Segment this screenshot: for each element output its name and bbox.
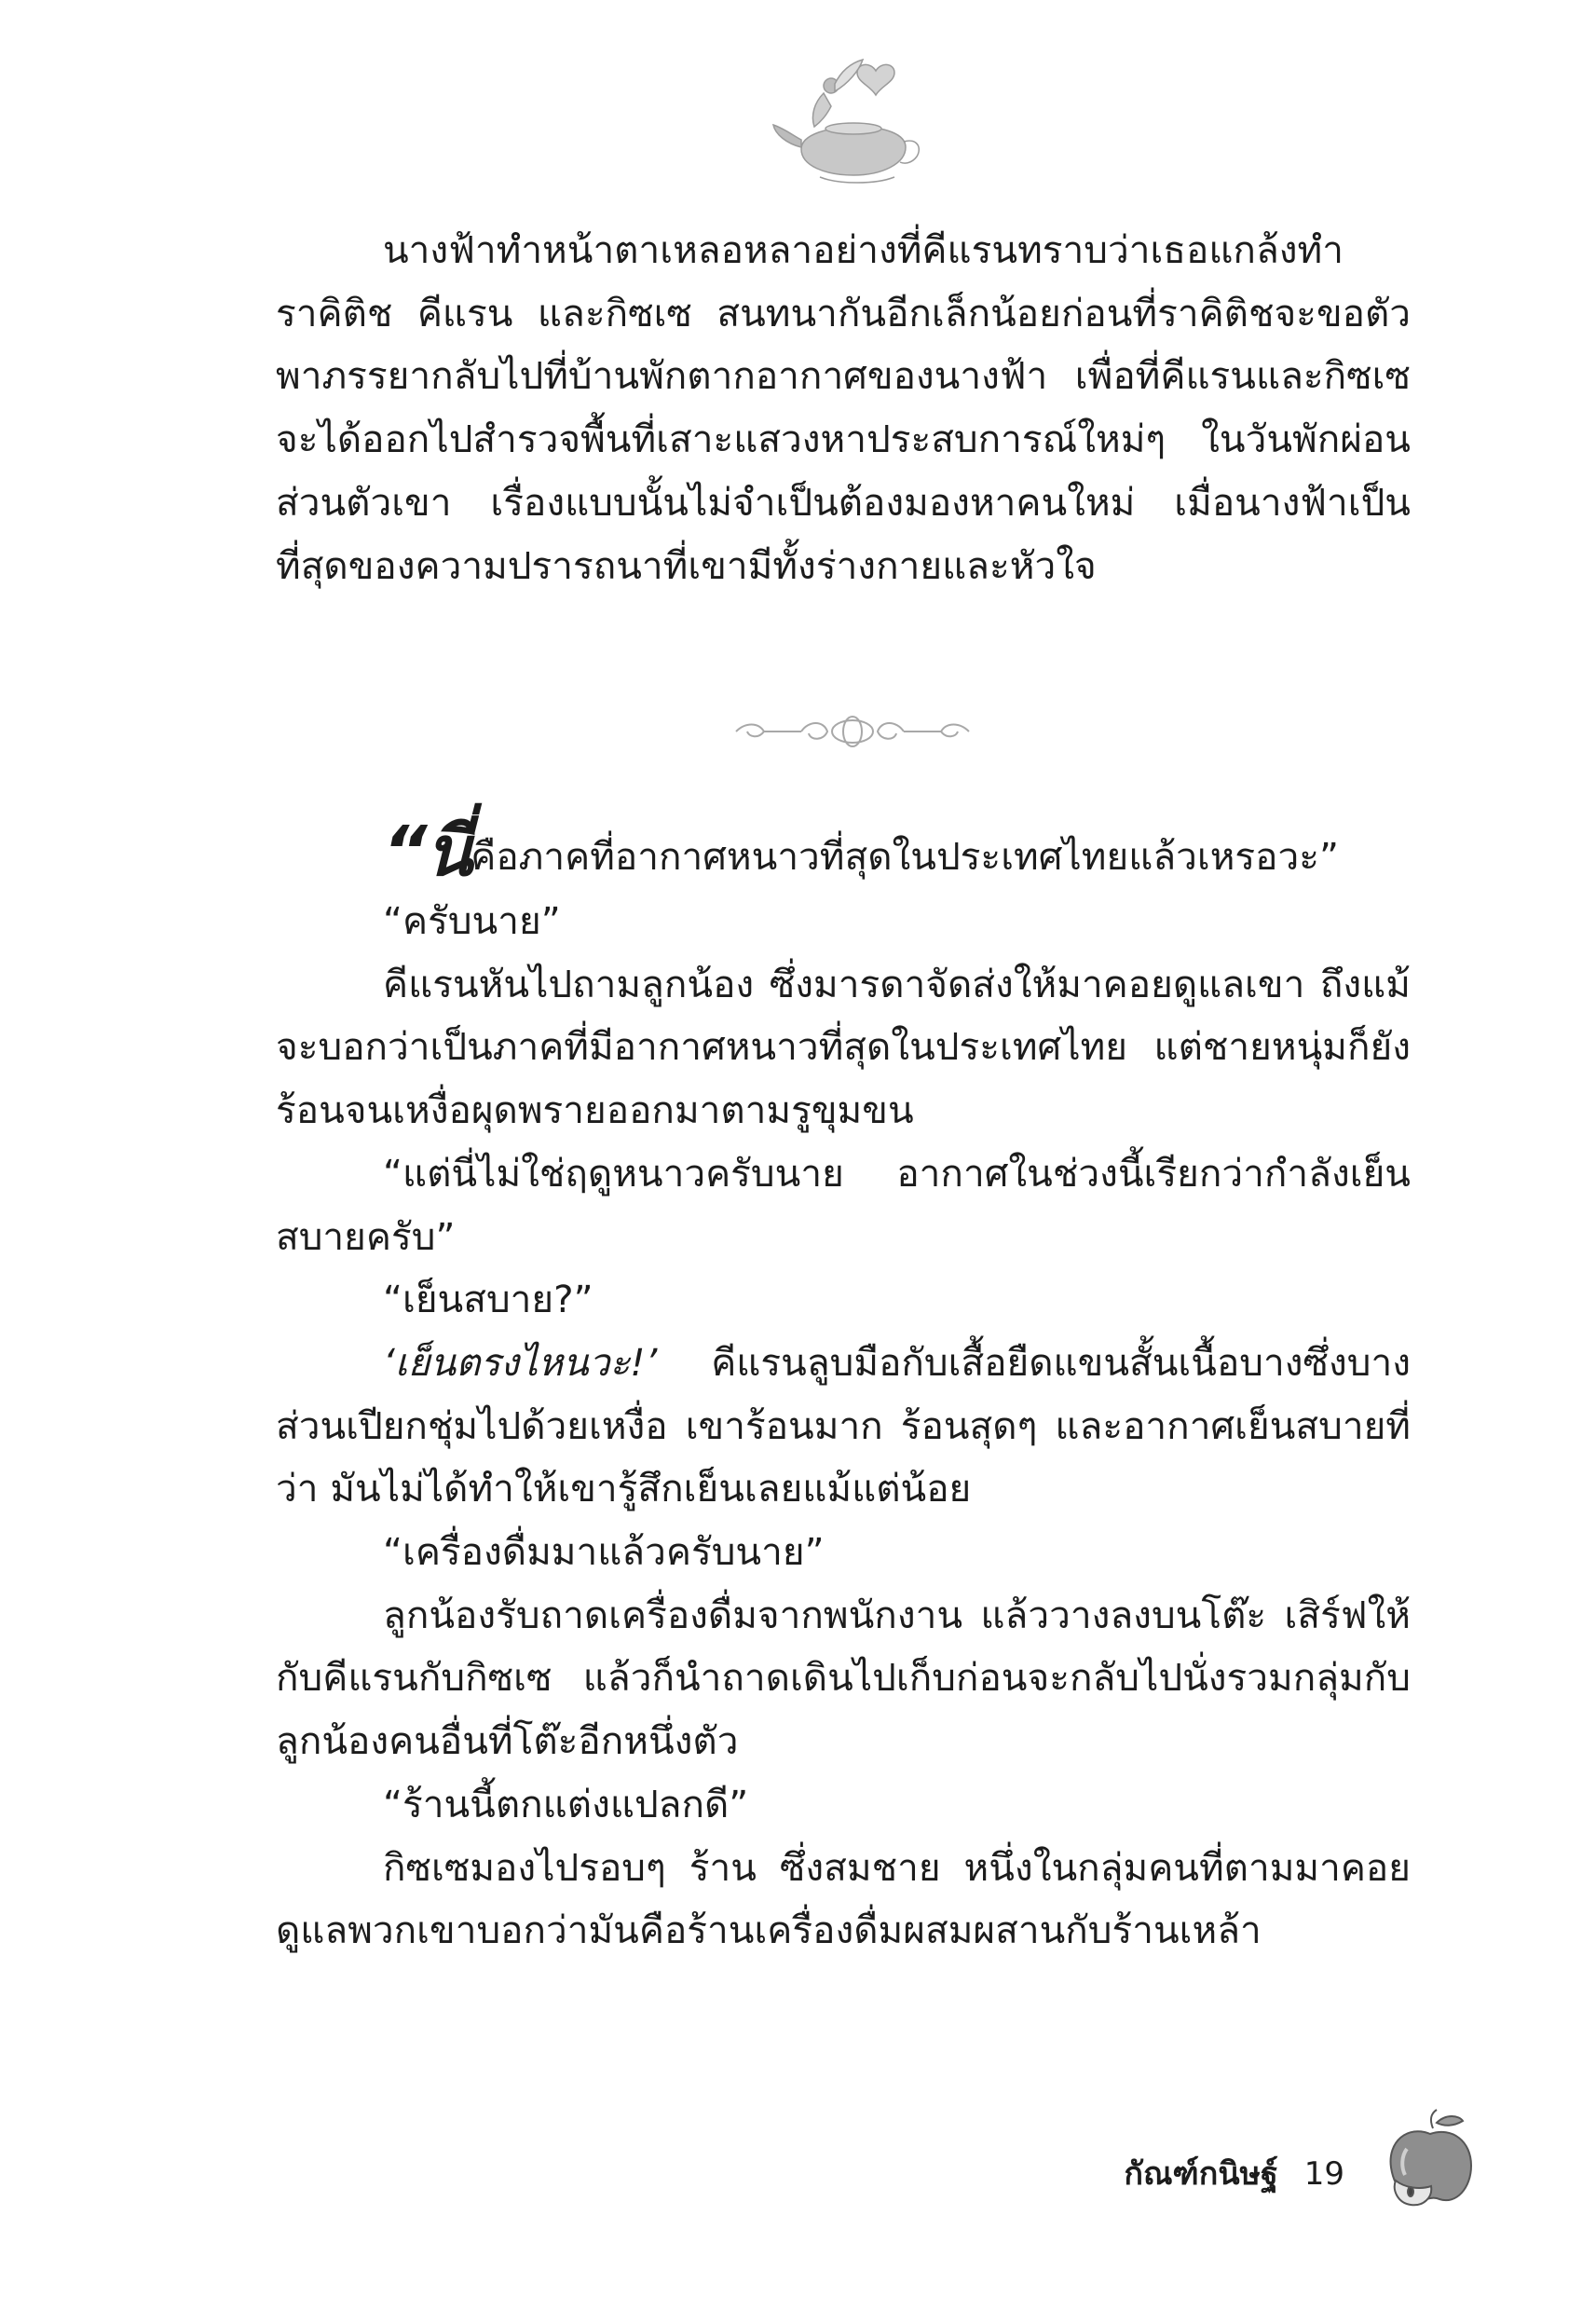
drop-cap: “นี่: [383, 812, 471, 892]
paragraph: คีแรนหันไปถามลูกน้อง ซึ่งมารดาจัดส่งให้มาคอยดูแลเขา ถึงแม้จะบอกว่าเป็นภาคที่มีอากาศหนาวที่สุดในประเทศไทย แต่ชายหนุ่มก็ยังร้อนจนเหงื่อผุดพรายออกมาตามรูขุมขน: [276, 961, 1411, 1133]
paragraph: นางฟ้าทำหน้าตาเหลอหลาอย่างที่คีแรนทราบว่าเธอแกล้งทำ ราคิติช คีแรน และกิซเซ สนทนากันอีกเล็กน้อยก่อนที่ราคิติชจะขอตัวพาภรรยากลับไปที่บ้านพักตากอากาศของนางฟ้า เพื่อที่คีแรนและกิซเซจะได้ออกไปสำรวจพื้นที่เสาะแสวงหาประสบการณ์ใหม่ๆ ในวันพักผ่อน ส่วนตัวเขา เรื่องแบบนั้นไม่จำเป็นต้องมองหาคนใหม่ เมื่อนางฟ้าเป็นที่สุดของความปรารถนาที่เขามีทั้งร่างกายและหัวใจ: [276, 227, 1411, 588]
dialogue-line: “เครื่องดื่มมาแล้วครับนาย”: [383, 1529, 825, 1575]
body-text-section-2: [276, 812, 1411, 1962]
page-footer: [1124, 2148, 1344, 2198]
paragraph-text: คีแรนลูบมือกับเสื้อยืดแขนสั้นเนื้อบางซึ่งบางส่วนเปียกชุ่มไปด้วยเหงื่อ เขาร้อนมาก ร้อนสุดๆ และอากาศเย็นสบายที่ว่า มันไม่ได้ทำให้เขารู้สึกเย็นเลยแม้แต่น้อย: [276, 1339, 1411, 1511]
paragraph: [276, 1332, 1411, 1521]
dialogue-line: “ร้านนี้ตกแต่งแปลกดี”: [383, 1781, 749, 1826]
scroll-divider-ornament-icon: [727, 713, 978, 750]
paragraph: กิซเซมองไปรอบๆ ร้าน ซึ่งสมชาย หนึ่งในกลุ่มคนที่ตามมาคอยดูแลพวกเขาบอกว่ามันคือร้านเครื่องดื่มผสมผสานกับร้านเหล้า: [276, 1844, 1411, 1953]
paragraph: ลูกน้องรับถาดเครื่องดื่มจากพนักงาน แล้ววางลงบนโต๊ะ เสิร์ฟให้กับคีแรนกับกิซเซ แล้วก็นำถาดเดินไปเก็บก่อนจะกลับไปนั่งรวมกลุ่มกับลูกน้องคนอื่นที่โต๊ะอีกหนึ่งตัว: [276, 1592, 1411, 1764]
teapot-fairy-ornament-icon: [764, 54, 932, 194]
dialogue-line: “แต่นี่ไม่ใช่ฤดูหนาวครับนาย อากาศในช่วงนี้เรียกว่ากำลังเย็นสบายครับ”: [276, 1150, 1411, 1259]
opening-line-text: คือภาคที่อากาศหนาวที่สุดในประเทศไทยแล้วเหรอวะ”: [471, 834, 1339, 879]
book-title: กัณฑ์กนิษฐ์: [1124, 2155, 1278, 2193]
opening-line: [276, 812, 1411, 892]
body-text-section-1: [276, 219, 1411, 597]
page-number: 19: [1303, 2155, 1344, 2193]
dialogue-line: “เย็นสบาย?”: [383, 1277, 593, 1322]
apple-icon: [1379, 2108, 1481, 2210]
dialogue-line: “ครับนาย”: [383, 898, 561, 943]
italic-thought: ‘เย็นตรงไหนวะ!’: [383, 1339, 658, 1385]
